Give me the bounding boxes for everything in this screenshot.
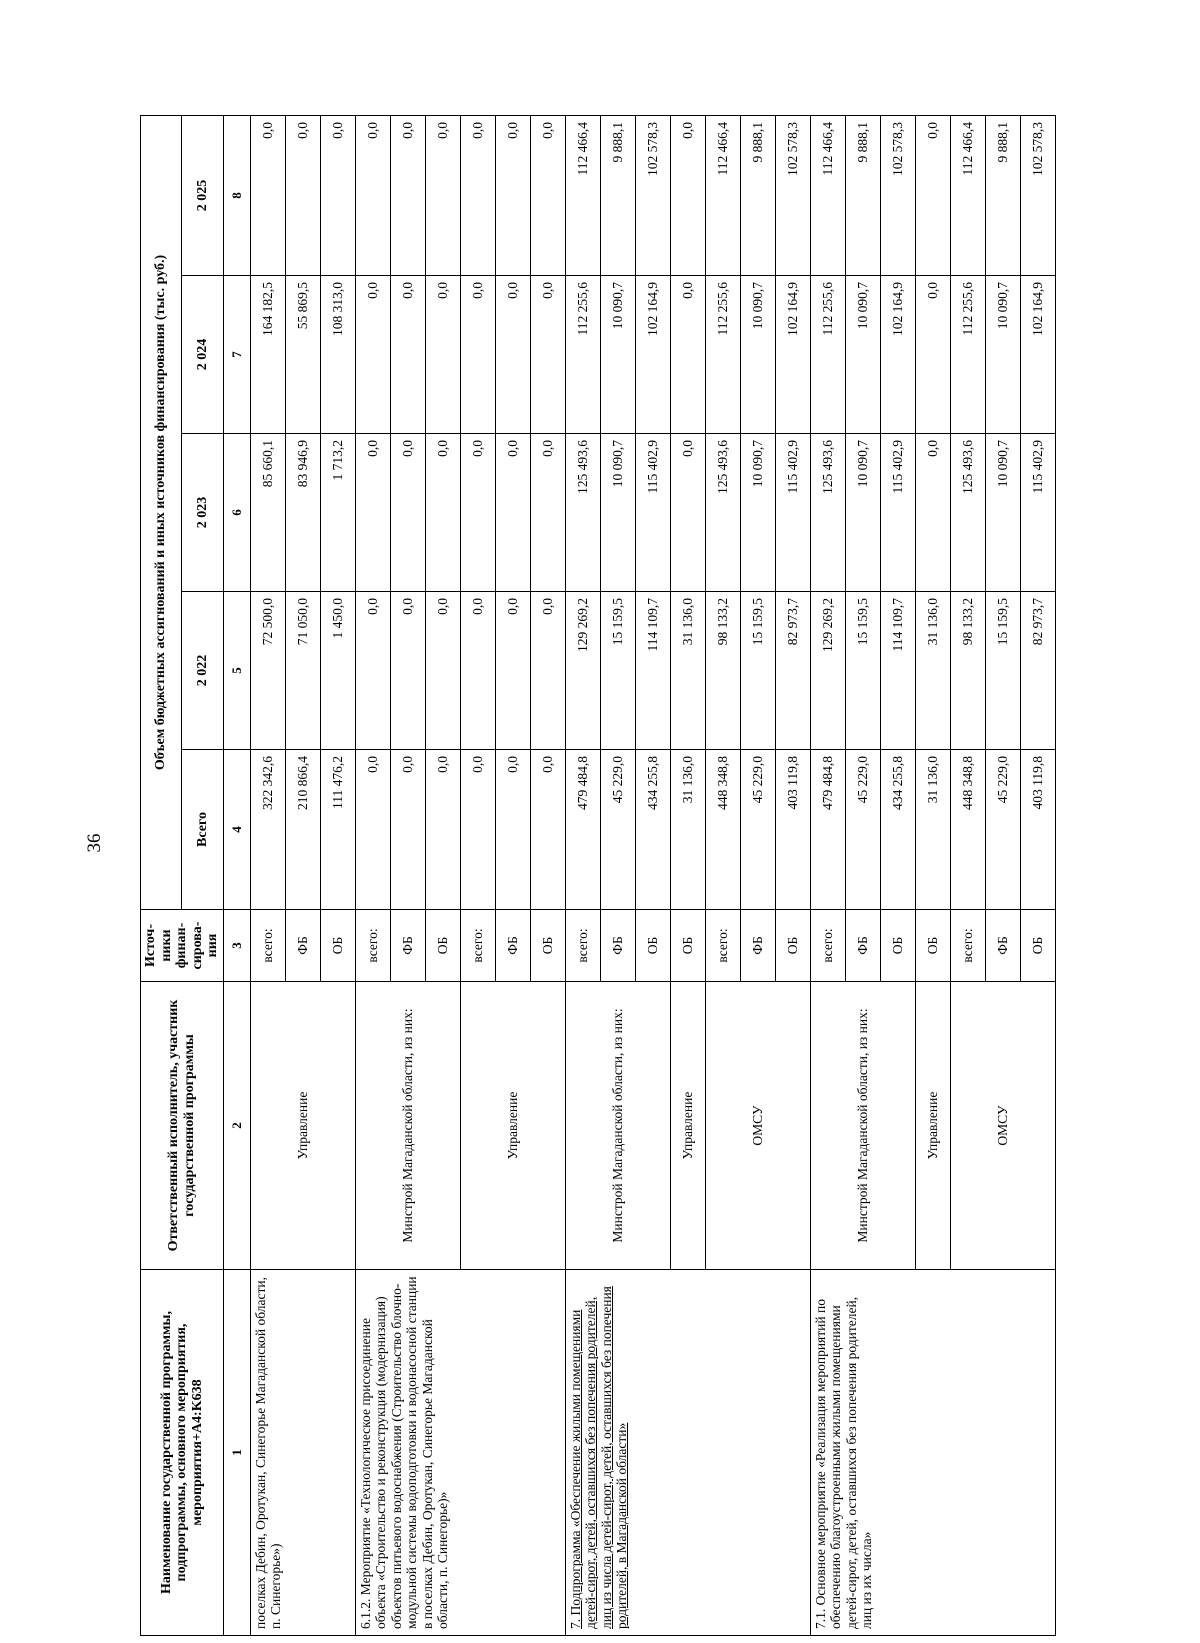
- year-value-cell: 125 493,6: [565, 434, 600, 592]
- year-value-cell: 0,0: [425, 276, 460, 434]
- year-value-cell: 0,0: [460, 592, 495, 750]
- year-value-cell: 112 466,4: [705, 115, 740, 275]
- header-year-2025: 2 025: [182, 115, 223, 275]
- year-value-cell: 0,0: [915, 276, 950, 434]
- year-value-cell: 0,0: [670, 276, 705, 434]
- funding-source-cell: всего:: [565, 910, 600, 982]
- column-index: 7: [223, 276, 250, 434]
- year-value-cell: 115 402,9: [880, 434, 915, 592]
- year-value-cell: 9 888,1: [740, 115, 775, 275]
- executor-cell: Минстрой Магаданской области, из них:: [565, 982, 670, 1270]
- funding-source-cell: ОБ: [530, 910, 565, 982]
- year-value-cell: 0,0: [915, 115, 950, 275]
- year-value-cell: 108 313,0: [320, 276, 355, 434]
- funding-source-cell: всего:: [250, 910, 285, 982]
- year-value-cell: 72 500,0: [250, 592, 285, 750]
- total-value-cell: 45 229,0: [985, 750, 1020, 910]
- year-value-cell: 0,0: [285, 115, 320, 275]
- total-value-cell: 45 229,0: [845, 750, 880, 910]
- year-value-cell: 114 109,7: [880, 592, 915, 750]
- year-value-cell: 98 133,2: [705, 592, 740, 750]
- total-value-cell: 434 255,8: [635, 750, 670, 910]
- funding-source-cell: всего:: [355, 910, 390, 982]
- year-value-cell: 82 973,7: [1020, 592, 1055, 750]
- year-value-cell: 0,0: [390, 434, 425, 592]
- year-value-cell: 129 269,2: [565, 592, 600, 750]
- year-value-cell: 0,0: [390, 592, 425, 750]
- header-funding-volume: Объем бюджетных ассигнований и иных источников финансирования (тыс. руб.): [141, 115, 182, 909]
- year-value-cell: 115 402,9: [1020, 434, 1055, 592]
- header-executor: Ответственный исполнитель, участник государственной программы: [141, 982, 224, 1270]
- program-name-cell: поселках Дебин, Оротукан, Синегорье Магаданской области, п. Синегорье»): [250, 1270, 355, 1636]
- year-value-cell: 10 090,7: [600, 276, 635, 434]
- year-value-cell: 115 402,9: [635, 434, 670, 592]
- year-value-cell: 9 888,1: [845, 115, 880, 275]
- year-value-cell: 102 578,3: [1020, 115, 1055, 275]
- header-total: Всего: [182, 750, 223, 910]
- funding-source-cell: ФБ: [285, 910, 320, 982]
- funding-source-cell: ОБ: [915, 910, 950, 982]
- year-value-cell: 83 946,9: [285, 434, 320, 592]
- year-value-cell: 125 493,6: [950, 434, 985, 592]
- year-value-cell: 0,0: [460, 434, 495, 592]
- total-value-cell: 0,0: [425, 750, 460, 910]
- total-value-cell: 45 229,0: [600, 750, 635, 910]
- column-index: 3: [223, 910, 250, 982]
- table-row: [250, 115, 285, 1635]
- year-value-cell: 0,0: [530, 276, 565, 434]
- funding-source-cell: ФБ: [390, 910, 425, 982]
- funding-source-cell: ОБ: [320, 910, 355, 982]
- year-value-cell: 0,0: [460, 115, 495, 275]
- executor-cell: Управление: [915, 982, 950, 1270]
- year-value-cell: 10 090,7: [985, 276, 1020, 434]
- year-value-cell: 0,0: [355, 276, 390, 434]
- column-index: 1: [223, 1270, 250, 1636]
- year-value-cell: 10 090,7: [740, 434, 775, 592]
- total-value-cell: 31 136,0: [670, 750, 705, 910]
- year-value-cell: 102 164,9: [1020, 276, 1055, 434]
- year-value-cell: 15 159,5: [985, 592, 1020, 750]
- total-value-cell: 448 348,8: [705, 750, 740, 910]
- year-value-cell: 125 493,6: [810, 434, 845, 592]
- year-value-cell: 0,0: [425, 592, 460, 750]
- total-value-cell: 0,0: [495, 750, 530, 910]
- header-year-2022: 2 022: [182, 592, 223, 750]
- funding-source-cell: ФБ: [740, 910, 775, 982]
- year-value-cell: 10 090,7: [600, 434, 635, 592]
- table-header: [141, 115, 251, 1635]
- total-value-cell: 111 476,2: [320, 750, 355, 910]
- header-program-name: Наименование государственной программы, подпрограммы, основного мероприятия, мероприятия+A4:K638: [141, 1270, 224, 1636]
- year-value-cell: 71 050,0: [285, 592, 320, 750]
- year-value-cell: 0,0: [425, 115, 460, 275]
- year-value-cell: 0,0: [530, 592, 565, 750]
- year-value-cell: 112 255,6: [950, 276, 985, 434]
- year-value-cell: 112 255,6: [810, 276, 845, 434]
- year-value-cell: 102 164,9: [635, 276, 670, 434]
- total-value-cell: 45 229,0: [740, 750, 775, 910]
- column-index: 8: [223, 115, 250, 275]
- total-value-cell: 210 866,4: [285, 750, 320, 910]
- year-value-cell: 0,0: [355, 434, 390, 592]
- funding-source-cell: ФБ: [495, 910, 530, 982]
- funding-source-cell: ФБ: [845, 910, 880, 982]
- year-value-cell: 10 090,7: [845, 276, 880, 434]
- year-value-cell: 55 869,5: [285, 276, 320, 434]
- year-value-cell: 31 136,0: [915, 592, 950, 750]
- year-value-cell: 112 466,4: [810, 115, 845, 275]
- executor-cell: Управление: [460, 982, 565, 1270]
- funding-source-cell: ОБ: [775, 910, 810, 982]
- header-year-2024: 2 024: [182, 276, 223, 434]
- column-index: 5: [223, 592, 250, 750]
- year-value-cell: 112 255,6: [705, 276, 740, 434]
- year-value-cell: 15 159,5: [845, 592, 880, 750]
- column-index: 2: [223, 982, 250, 1270]
- funding-source-cell: ОБ: [670, 910, 705, 982]
- year-value-cell: 0,0: [495, 592, 530, 750]
- year-value-cell: 102 578,3: [775, 115, 810, 275]
- total-value-cell: 0,0: [390, 750, 425, 910]
- year-value-cell: 9 888,1: [985, 115, 1020, 275]
- header-year-2023: 2 023: [182, 434, 223, 592]
- year-value-cell: 0,0: [460, 276, 495, 434]
- year-value-cell: 82 973,7: [775, 592, 810, 750]
- total-value-cell: 0,0: [460, 750, 495, 910]
- year-value-cell: 0,0: [670, 115, 705, 275]
- year-value-cell: 1 713,2: [320, 434, 355, 592]
- year-value-cell: 112 466,4: [565, 115, 600, 275]
- program-name-cell: 6.1.2. Мероприятие «Технологическое присоединение объекта «Строительство и реконструкция (модернизация) объектов питьевого водоснабжения (Строительство блочно-модульной системы водоподготовки и водонасосной станции в поселках Дебин, Оротукан, Синегорье Магаданской области, п. Синегорье)»: [355, 1270, 565, 1636]
- year-value-cell: 102 164,9: [775, 276, 810, 434]
- year-value-cell: 85 660,1: [250, 434, 285, 592]
- year-value-cell: 0,0: [670, 434, 705, 592]
- executor-cell: Минстрой Магаданской области, из них:: [355, 982, 460, 1270]
- total-value-cell: 31 136,0: [915, 750, 950, 910]
- year-value-cell: 0,0: [530, 115, 565, 275]
- table-row: [810, 115, 845, 1635]
- year-value-cell: 15 159,5: [600, 592, 635, 750]
- year-value-cell: 98 133,2: [950, 592, 985, 750]
- funding-source-cell: ОБ: [880, 910, 915, 982]
- year-value-cell: 0,0: [495, 434, 530, 592]
- executor-cell: Управление: [250, 982, 355, 1270]
- funding-source-cell: всего:: [950, 910, 985, 982]
- year-value-cell: 0,0: [390, 276, 425, 434]
- year-value-cell: 0,0: [530, 434, 565, 592]
- year-value-cell: 10 090,7: [845, 434, 880, 592]
- year-value-cell: 125 493,6: [705, 434, 740, 592]
- budget-table: [140, 115, 1056, 1636]
- table-body: [250, 115, 1055, 1635]
- funding-source-cell: ОБ: [1020, 910, 1055, 982]
- funding-source-cell: ФБ: [600, 910, 635, 982]
- total-value-cell: 479 484,8: [565, 750, 600, 910]
- program-name-cell: 7.1. Основное мероприятие «Реализация мероприятий по обеспечению благоустроенными жилыми помещениями детей-сирот, детей, оставшихся без попечения родителей, лиц из их числа»: [810, 1270, 1055, 1636]
- year-value-cell: 0,0: [250, 115, 285, 275]
- table-row: [355, 115, 390, 1635]
- year-value-cell: 0,0: [495, 115, 530, 275]
- total-value-cell: 322 342,6: [250, 750, 285, 910]
- year-value-cell: 102 164,9: [880, 276, 915, 434]
- funding-source-cell: всего:: [810, 910, 845, 982]
- year-value-cell: 15 159,5: [740, 592, 775, 750]
- year-value-cell: 10 090,7: [740, 276, 775, 434]
- program-name-cell: 7. Подпрограмма «Обеспечение жилыми помещениями детей-сирот, детей, оставшихся без попечения родителей, лиц из числа детей-сирот, детей, оставшихся без попечения родителей, в Магаданской области»: [565, 1270, 810, 1636]
- year-value-cell: 0,0: [915, 434, 950, 592]
- executor-cell: Управление: [670, 982, 705, 1270]
- funding-source-cell: ФБ: [985, 910, 1020, 982]
- year-value-cell: 112 255,6: [565, 276, 600, 434]
- year-value-cell: 0,0: [390, 115, 425, 275]
- total-value-cell: 403 119,8: [775, 750, 810, 910]
- year-value-cell: 102 578,3: [635, 115, 670, 275]
- year-value-cell: 0,0: [425, 434, 460, 592]
- year-value-cell: 0,0: [355, 592, 390, 750]
- year-value-cell: 0,0: [320, 115, 355, 275]
- year-value-cell: 129 269,2: [810, 592, 845, 750]
- year-value-cell: 9 888,1: [600, 115, 635, 275]
- total-value-cell: 434 255,8: [880, 750, 915, 910]
- table-row: [565, 115, 600, 1635]
- executor-cell: ОМСУ: [950, 982, 1055, 1270]
- total-value-cell: 479 484,8: [810, 750, 845, 910]
- total-value-cell: 0,0: [530, 750, 565, 910]
- year-value-cell: 164 182,5: [250, 276, 285, 434]
- year-value-cell: 112 466,4: [950, 115, 985, 275]
- executor-cell: ОМСУ: [705, 982, 810, 1270]
- funding-source-cell: ОБ: [425, 910, 460, 982]
- total-value-cell: 403 119,8: [1020, 750, 1055, 910]
- year-value-cell: 10 090,7: [985, 434, 1020, 592]
- year-value-cell: 1 450,0: [320, 592, 355, 750]
- column-index: 6: [223, 434, 250, 592]
- year-value-cell: 0,0: [355, 115, 390, 275]
- year-value-cell: 114 109,7: [635, 592, 670, 750]
- year-value-cell: 31 136,0: [670, 592, 705, 750]
- total-value-cell: 448 348,8: [950, 750, 985, 910]
- total-value-cell: 0,0: [355, 750, 390, 910]
- header-funding-source: Источ-ники финан-сирова-ния: [141, 910, 224, 982]
- column-index: 4: [223, 750, 250, 910]
- executor-cell: Минстрой Магаданской области, из них:: [810, 982, 915, 1270]
- year-value-cell: 0,0: [495, 276, 530, 434]
- year-value-cell: 115 402,9: [775, 434, 810, 592]
- page-number: 36: [84, 833, 105, 853]
- year-value-cell: 102 578,3: [880, 115, 915, 275]
- funding-source-cell: всего:: [460, 910, 495, 982]
- funding-source-cell: всего:: [705, 910, 740, 982]
- funding-source-cell: ОБ: [635, 910, 670, 982]
